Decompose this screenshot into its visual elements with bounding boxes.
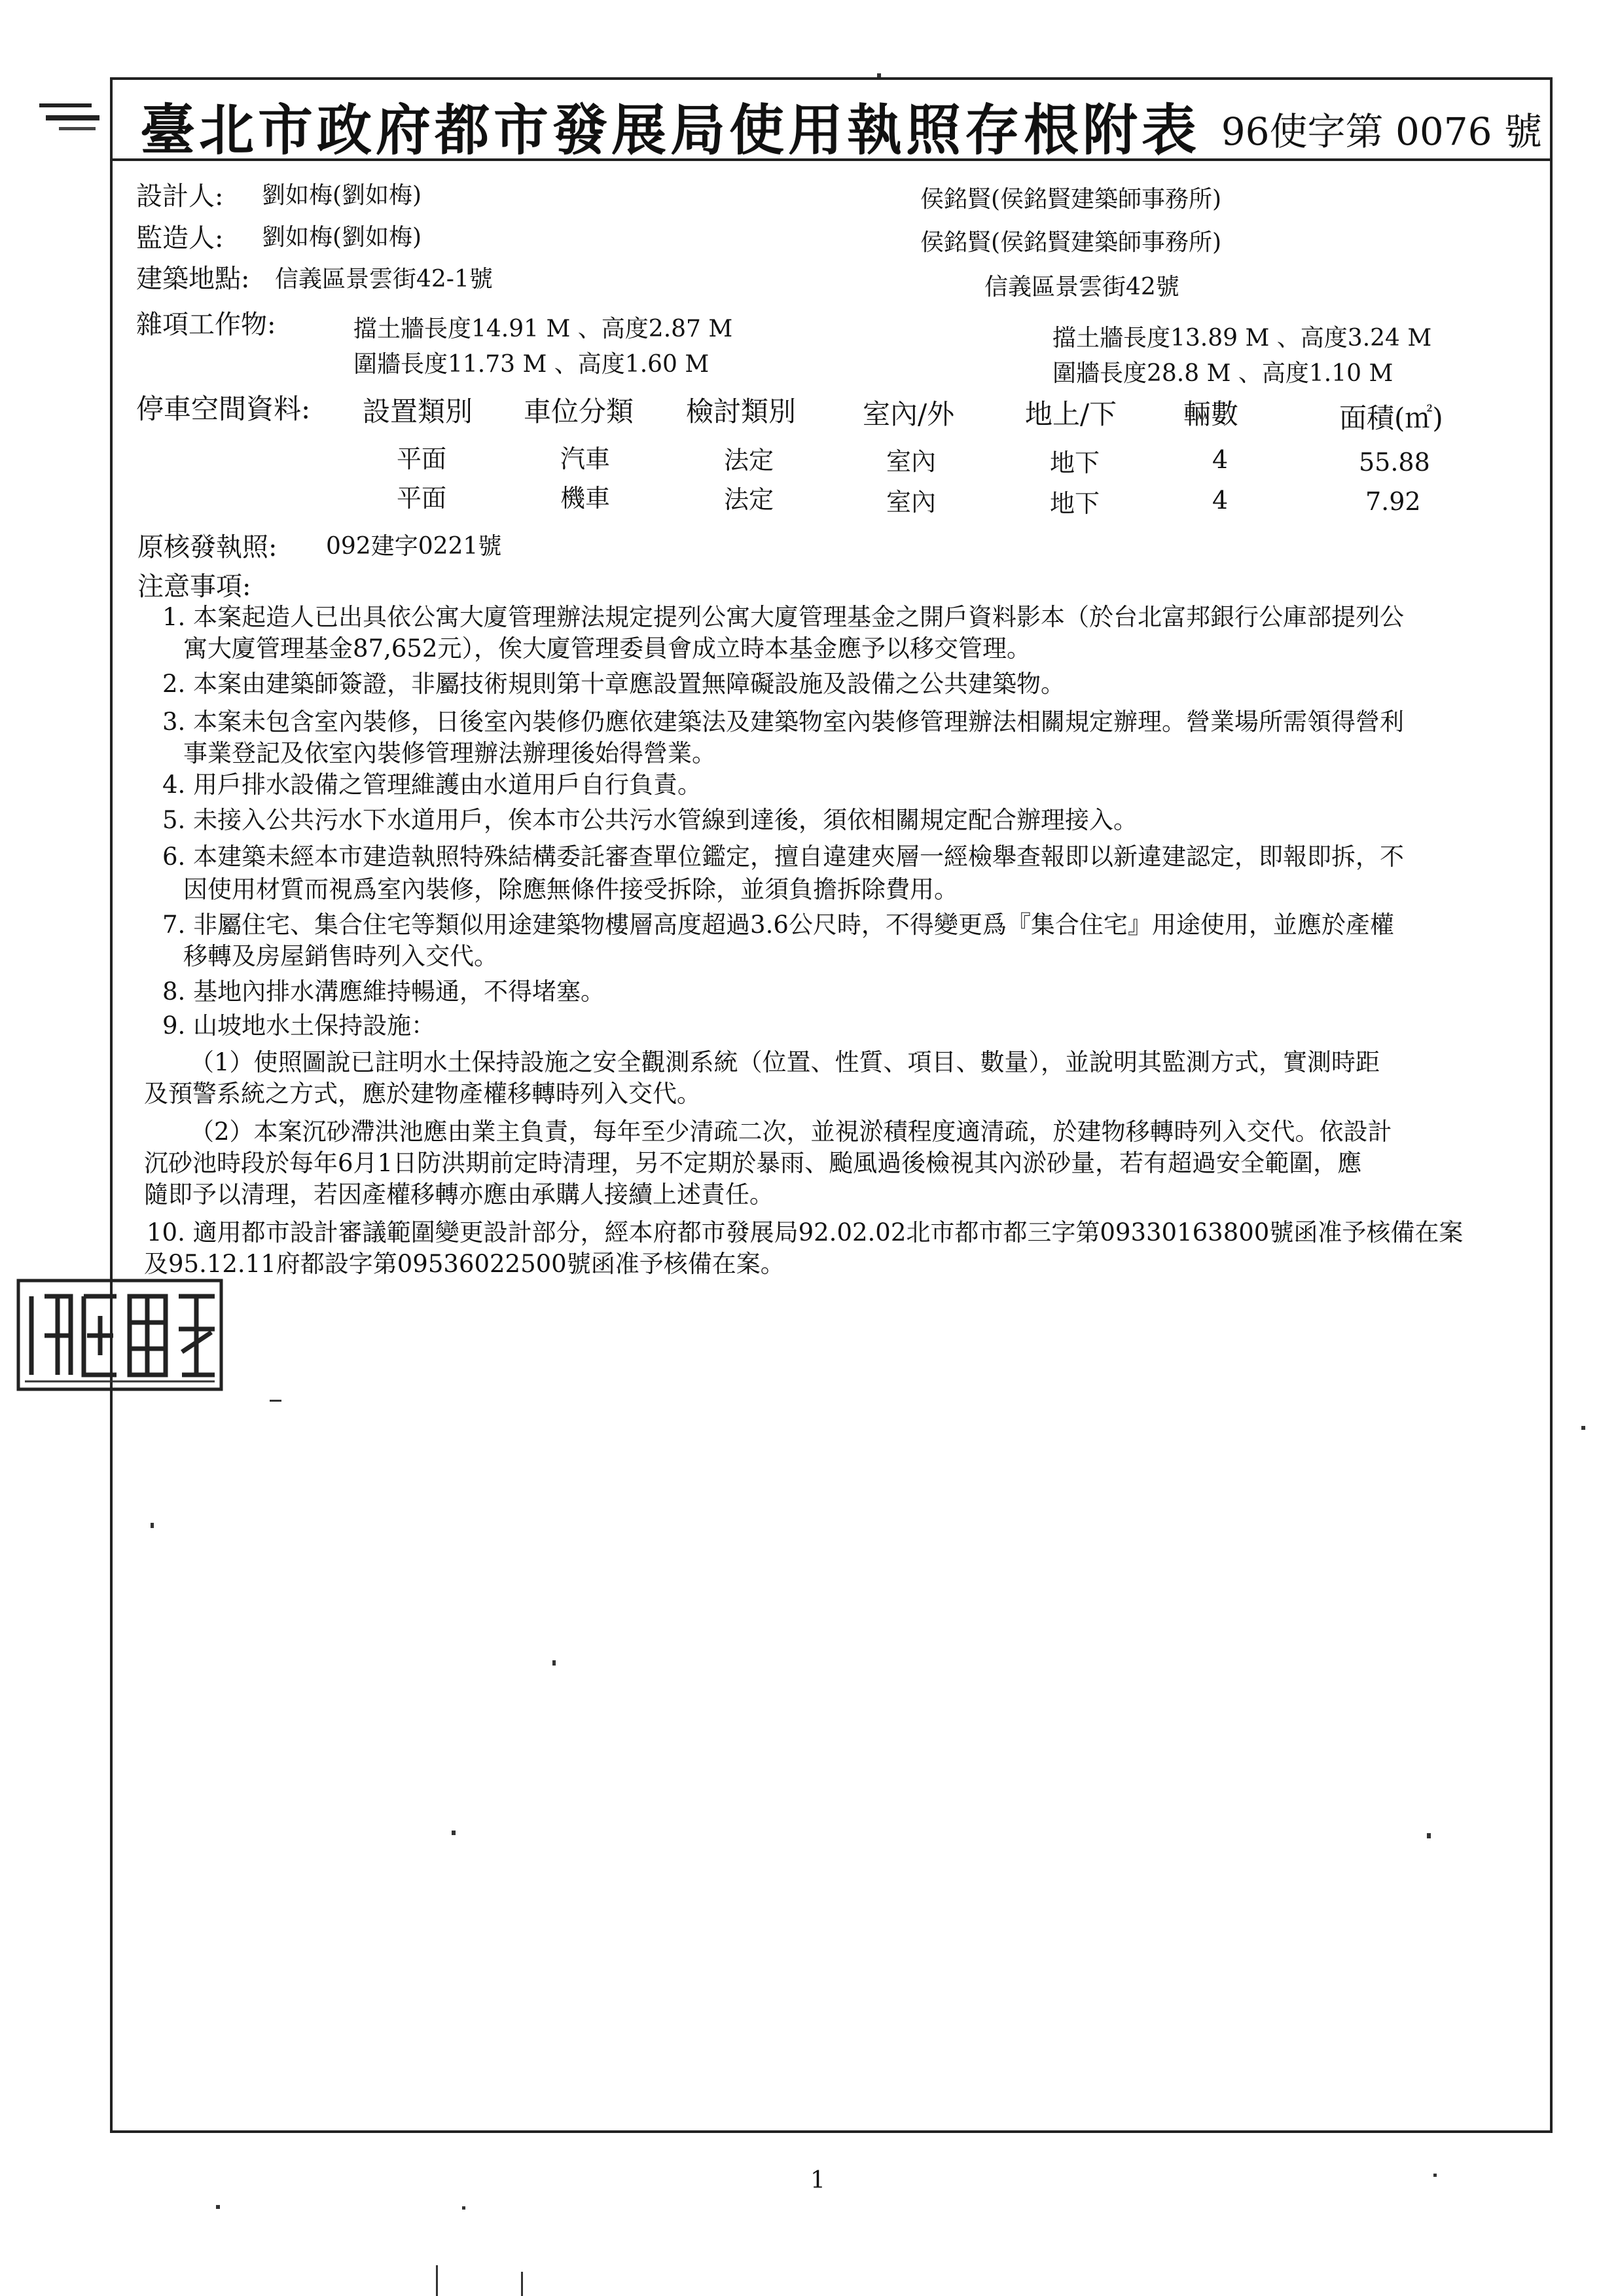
note-line: 5. 未接入公共污水下水道用戶，俟本市公共污水管線到達後，須依相關規定配合辦理接入。	[162, 806, 1138, 834]
note-line: 2. 本案由建築師簽證，非屬技術規則第十章應設置無障礙設施及設備之公共建築物。	[162, 670, 1066, 698]
note-line: 4. 用戶排水設備之管理維護由水道用戶自行負責。	[162, 771, 702, 799]
supervisor-firm: 侯銘賢(侯銘賢建築師事務所)	[920, 229, 1222, 256]
parking-header: 地上/下	[1025, 398, 1117, 430]
note-line: （1）使照圖說已註明水土保持設施之安全觀測系統（位置、性質、項目、數量），並說明其監測方式，實測時距	[190, 1048, 1380, 1076]
scan-speck	[1433, 2174, 1437, 2177]
parking-cell: 55.88	[1359, 448, 1430, 477]
note-line: 1. 本案起造人已出具依公寓大廈管理辦法規定提列公寓大廈管理基金之開戶資料影本（於台北富邦銀行公庫部提列公	[162, 603, 1405, 631]
document-title: 臺北市政府都市發展局使用執照存根附表	[140, 98, 1201, 162]
parking-cell: 法定	[724, 485, 774, 514]
designer-label: 設計人:	[136, 181, 224, 211]
scan-speck	[1427, 1833, 1431, 1838]
note-line: 3. 本案未包含室內裝修，日後室內裝修仍應依建築法及建築物室內裝修管理辦法相關規定辦理。營業場所需領得營利	[162, 708, 1405, 736]
note-line: 10. 適用都市設計審議範圍變更設計部分，經本府都市發展局92.02.02北市都市都三字第09330163800號函准予核備在案	[147, 1218, 1464, 1247]
page-number: 1	[810, 2167, 825, 2194]
note-line: 9. 山坡地水土保持設施：	[162, 1011, 436, 1040]
parking-header: 車位分類	[524, 395, 634, 428]
note-line: 移轉及房屋銷售時列入交代。	[183, 942, 498, 970]
note-line: 8. 基地內排水溝應維持暢通，不得堵塞。	[162, 977, 605, 1006]
misc-right-line: 擋土牆長度13.89 M 、高度3.24 M	[1052, 325, 1432, 352]
misc-label: 雜項工作物:	[136, 310, 276, 340]
parking-cell: 室內	[886, 447, 937, 476]
site-value: 信義區景雲街42-1號	[275, 266, 493, 293]
site-label: 建築地點:	[136, 264, 250, 294]
misc-right-line: 圍牆長度28.8 M 、高度1.10 M	[1052, 360, 1393, 387]
binder-mark-icon	[39, 98, 99, 137]
official-seal-stamp-icon	[5, 1277, 228, 1394]
note-line: 沉砂池時段於每年6月1日防洪期前定時清理，另不定期於暴雨、颱風過後檢視其內淤砂量，若有超過安全範圍，應	[144, 1149, 1362, 1177]
original-permit-label: 原核發執照:	[137, 532, 278, 562]
parking-cell: 7.92	[1365, 487, 1421, 516]
scan-speck	[462, 2206, 465, 2210]
note-line: 因使用材質而視爲室內裝修，除應無條件接受拆除，並須負擔拆除費用。	[183, 875, 958, 903]
note-line: 7. 非屬住宅、集合住宅等類似用途建築物樓層高度超過3.6公尺時，不得變更爲『集合住宅』用途使用，並應於產權	[162, 911, 1394, 939]
parking-cell: 4	[1212, 445, 1229, 474]
scan-speck	[151, 1523, 154, 1528]
parking-cell: 地下	[1050, 489, 1100, 518]
original-permit-value: 092建字0221號	[326, 533, 502, 560]
permit-number: 96使字第 0076 號	[1221, 109, 1542, 154]
scan-speck	[877, 73, 881, 77]
designer-firm: 侯銘賢(侯銘賢建築師事務所)	[920, 186, 1222, 213]
parking-header: 室內/外	[863, 398, 955, 430]
parking-cell: 機車	[560, 484, 611, 513]
parking-cell: 室內	[886, 488, 937, 517]
note-line: 事業登記及依室內裝修管理辦法辦理後始得營業。	[183, 739, 716, 767]
note-line: 隨即予以清理，若因產權移轉亦應由承購人接續上述責任。	[144, 1180, 774, 1209]
scan-speck	[521, 2272, 523, 2296]
parking-cell: 4	[1212, 486, 1229, 515]
misc-left-line: 圍牆長度11.73 M 、高度1.60 M	[353, 351, 710, 378]
note-line: 6. 本建築未經本市建造執照特殊結構委託審查單位鑑定，擅自違建夾層一經檢舉查報即以新違建認定，即報即拆，不	[162, 843, 1405, 871]
scan-speck	[452, 1831, 456, 1835]
parking-header: 設置類別	[363, 395, 473, 428]
parking-cell: 汽車	[560, 445, 611, 473]
scan-speck	[270, 1400, 281, 1402]
designer-value: 劉如梅(劉如梅)	[262, 182, 422, 209]
scan-speck	[552, 1660, 556, 1666]
supervisor-value: 劉如梅(劉如梅)	[262, 224, 422, 251]
scan-speck	[216, 2205, 220, 2209]
parking-header: 輛數	[1183, 398, 1239, 430]
parking-cell: 地下	[1050, 448, 1100, 477]
parking-cell: 平面	[397, 484, 447, 513]
scan-speck	[436, 2265, 438, 2296]
title-bar	[110, 77, 1553, 161]
note-line: （2）本案沉砂滯洪池應由業主負責，每年至少清疏二次，並視淤積程度適清疏，於建物移轉時列入交代。依設計	[190, 1118, 1392, 1146]
supervisor-label: 監造人:	[136, 223, 224, 253]
scan-speck	[1581, 1426, 1585, 1430]
parking-cell: 平面	[397, 445, 447, 473]
parking-header: 面積(㎡)	[1339, 402, 1443, 434]
misc-left-line: 擋土牆長度14.91 M 、高度2.87 M	[353, 316, 733, 342]
notes-heading: 注意事項:	[137, 572, 251, 602]
parking-cell: 法定	[724, 446, 774, 475]
note-line: 及預警系統之方式，應於建物產權移轉時列入交代。	[144, 1080, 701, 1108]
parking-header: 檢討類別	[686, 395, 797, 428]
parking-label: 停車空間資料:	[136, 393, 311, 425]
note-line: 寓大廈管理基金87,652元），俟大廈管理委員會成立時本基金應予以移交管理。	[183, 634, 1031, 663]
site-value-secondary: 信義區景雲街42號	[984, 274, 1179, 301]
note-line: 及95.12.11府都設字第09536022500號函准予核備在案。	[144, 1250, 785, 1278]
